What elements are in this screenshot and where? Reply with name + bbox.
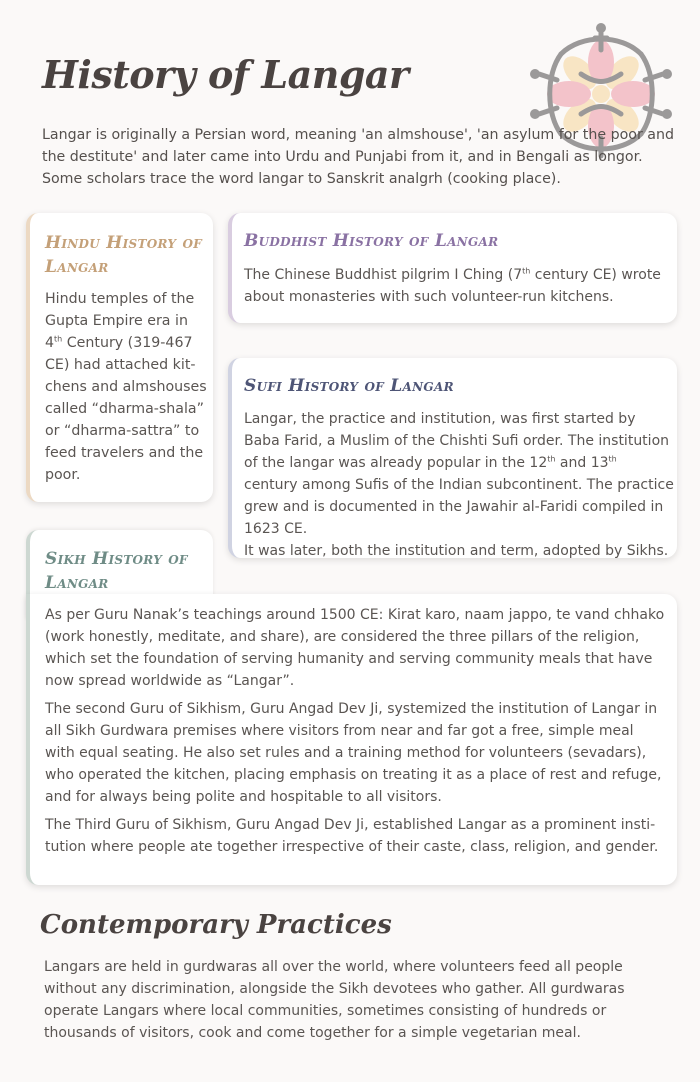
page-title: History of Langar bbox=[42, 52, 409, 97]
buddhist-history-title: Buddhist History of Langar bbox=[244, 231, 499, 251]
sufi-history-text: Langar, the practice and institution, was first started by Baba Farid, a Muslim of the Chishti Sufi order. The institution of the langar was already popular in the 12th and 13th century among Sufis of the Indian subcontinent. The practice grew and is documented in the Jawahir al-Faridi compiled in 1623 CE. It was later, both the institution and term, adopted by Sikhs. bbox=[244, 411, 674, 559]
sufi-history-title: Sufi History of Langar bbox=[244, 376, 454, 396]
hindu-history-text: Hindu temples of the Gupta Empire era in 4th Century (319-467 CE) had attached kit-chens and almshouses called “dharma-shala” or “dharma-sattra” to feed travelers and the poor. bbox=[45, 291, 207, 483]
buddhist-history-text: The Chinese Buddhist pilgrim I Ching (7th century CE) wrote about monasteries with such volunteer-run kitchens. bbox=[244, 266, 661, 305]
hindu-history-title: Hindu History of Langar bbox=[45, 233, 203, 277]
intro-paragraph: Langar is originally a Persian word, meaning 'an almshouse', 'an asylum for the poor and the destitute' and later came into Urdu and Punjabi from it, and in Bengali as longor. Some scholars trace the word langar to Sanskrit analgrh (cooking place). bbox=[42, 127, 674, 187]
sikh-paragraph-3: The Third Guru of Sikhism, Guru Angad Dev Ji, established Langar as a prominent insti-tution where people ate together irrespective of their caste, class, religion, and gender. bbox=[45, 817, 659, 855]
sikh-paragraph-1: As per Guru Nanak’s teachings around 1500 CE: Kirat karo, naam jappo, te vand chhako (work honestly, meditate, and share), are considered the three pillars of the religion, which set the foundation of serving humanity and serving community meals that have now spread worldwide as “Langar”. bbox=[45, 607, 665, 689]
sikh-paragraph-2: The second Guru of Sikhism, Guru Angad Dev Ji, systemized the institution of Langar in all Sikh Gurdwara premises where visitors from near and far got a free, simple meal with equal seating. He also set rules and a training method for volunteers (sevadars), who operated the kitchen, placing emphasis on treating it as a place of rest and refuge, and for always being polite and hospitable to all visitors. bbox=[45, 701, 662, 805]
contemporary-practices-text: Langars are held in gurdwaras all over the world, where volunteers feed all people without any discrimination, alongside the Sikh devotees who gather. All gurdwaras operate Langars where local communities, sometimes consisting of hundreds or thousands of visitors, cook and come together for a simple vegetarian meal. bbox=[44, 959, 625, 1041]
sikh-history-text bbox=[45, 604, 665, 864]
contemporary-practices-heading: Contemporary Practices bbox=[40, 910, 392, 940]
sikh-history-title: Sikh History of Langar bbox=[45, 549, 188, 593]
